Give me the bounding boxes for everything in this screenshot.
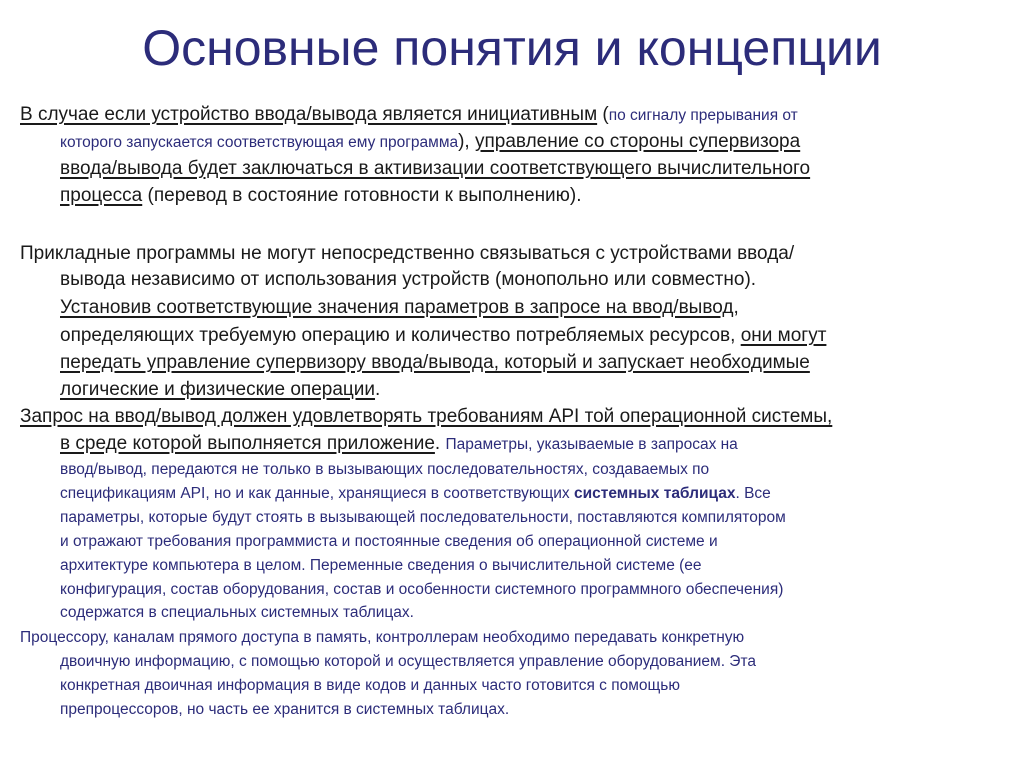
text-run: Установив соответствующие значения параметров в запросе на ввод/вывод [60,297,734,318]
text-run: , [733,297,739,318]
paragraph-3-line-9: содержатся в специальных системных таблицах. [60,604,414,621]
paragraph-4-line-2: двоичную информацию, с помощью которой и осуществляется управление оборудованием. Эта [60,653,756,670]
paragraph-3-line-3: ввод/вывод, передаются не только в вызывающих последовательностях, создаваемых по [60,461,710,478]
paragraph-1-line-3 [60,158,810,180]
text-run: Параметры, указываемые в запросах на [445,436,738,453]
text-run: они могут [740,325,827,346]
text-run: передать управление супервизору ввода/вывода, который и запускает необходимые [60,352,810,373]
paragraph-3-line-2 [60,433,738,455]
text-run: которого запускается соответствующая ему программа [60,134,459,151]
text-run: определяющих требуемую операцию и количество потребляемых ресурсов, [60,325,741,346]
text-run: спецификациям API, но и как данные, хранящиеся в соответствующих [60,485,574,502]
paragraph-3-line-1 [20,406,832,428]
text-run: в среде которой выполняется приложение [60,433,435,454]
text-run: Запрос на ввод/вывод должен удовлетворять требованиям API той операционной системы, [20,406,833,427]
slide-title: Основные понятия и концепции [142,20,882,76]
paragraph-2-line-2: вывода независимо от использования устройств (монопольно или совместно). [60,269,757,290]
paragraph-4-line-3: конкретная двоичная информация в виде кодов и данных часто готовится с помощью [60,677,680,694]
paragraph-1-line-2 [60,131,800,153]
paragraph-3-line-4 [60,485,771,503]
paragraph-4-line-1: Процессору, каналам прямого доступа в память, контроллерам необходимо передавать конкретную [20,629,745,646]
paragraph-2-line-4 [60,325,826,347]
paragraph-3-line-7: архитектуре компьютера в целом. Переменные сведения о вычислительной системе (ее [60,557,702,574]
text-run: ), [458,131,475,152]
text-run: управление со стороны супервизора [475,131,801,152]
text-run: по сигналу прерывания от [608,107,798,124]
text-run: ввода/вывода будет заключаться в активизации соответствующего вычислительного [60,158,811,179]
text-run: В случае если устройство ввода/вывода является инициативным [20,104,598,125]
paragraph-3-line-6: и отражают требования программиста и постоянные сведения об операционной системе и [60,533,718,550]
paragraph-1-line-4 [60,185,582,207]
text-run: логические и физические операции [60,379,376,400]
paragraph-2-line-5 [60,352,810,374]
text-run: . Все [735,485,771,502]
paragraph-2-line-3 [60,297,739,319]
paragraph-2-line-1: Прикладные программы не могут непосредственно связываться с устройствами ввода/ [20,243,795,264]
paragraph-3-line-5: параметры, которые будут стоять в вызывающей последовательности, поставляются компилятором [60,509,786,526]
paragraph-4-line-4: препроцессоров, но часть ее хранится в системных таблицах. [60,701,510,718]
text-run: (перевод в состояние готовности к выполнению). [142,185,582,206]
text-run: . [375,379,381,400]
text-run: системных таблицах [573,485,736,502]
paragraph-3-line-8: конфигурация, состав оборудования, состав и особенности системного программного обеспечения) [60,581,784,598]
text-run: процесса [60,185,143,206]
paragraph-2-line-6 [60,379,380,401]
text-run: . [434,433,446,454]
paragraph-1-line-1 [20,104,798,126]
text-run: ( [597,104,609,125]
